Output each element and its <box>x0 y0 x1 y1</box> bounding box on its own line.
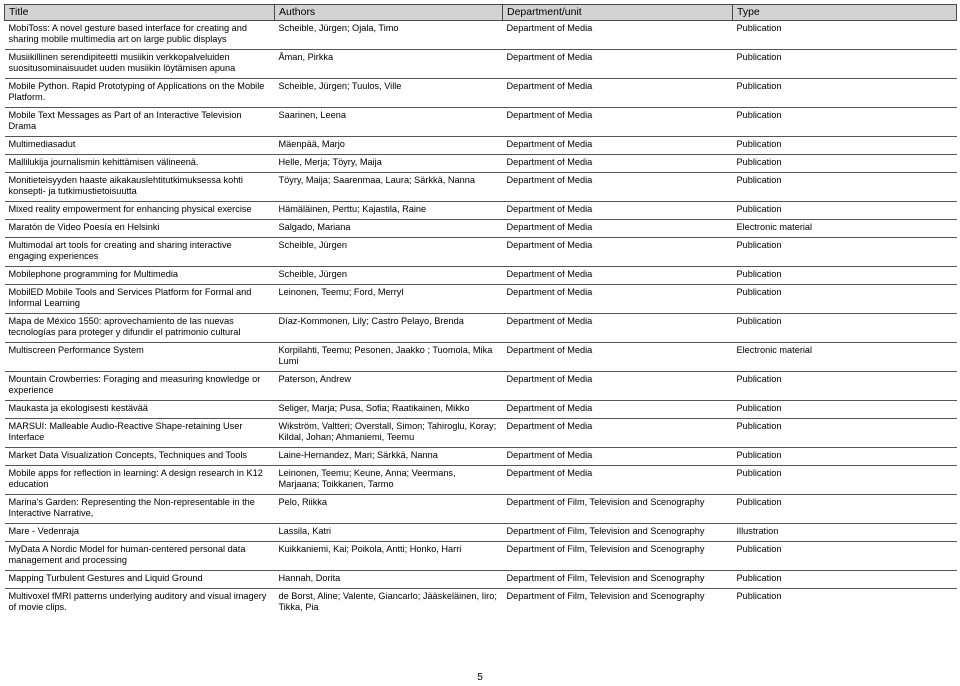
cell-title: Mare - Vedenraja <box>5 524 275 542</box>
cell-department: Department of Media <box>503 50 733 79</box>
cell-authors: Scheible, Jürgen; Tuulos, Ville <box>275 79 503 108</box>
cell-type: Electronic material <box>733 220 957 238</box>
cell-authors: de Borst, Aline; Valente, Giancarlo; Jääskeläinen, Iiro; Tikka, Pia <box>275 589 503 618</box>
cell-department: Department of Media <box>503 21 733 50</box>
cell-type: Publication <box>733 155 957 173</box>
table-row <box>5 401 957 419</box>
cell-department: Department of Media <box>503 448 733 466</box>
cell-department: Department of Media <box>503 79 733 108</box>
cell-type: Publication <box>733 79 957 108</box>
cell-authors: Saarinen, Leena <box>275 108 503 137</box>
cell-type: Publication <box>733 542 957 571</box>
cell-type: Publication <box>733 495 957 524</box>
table-row <box>5 21 957 50</box>
table-header-row <box>5 5 957 21</box>
column-header-authors: Authors <box>275 5 503 21</box>
cell-title: Mapping Turbulent Gestures and Liquid Ground <box>5 571 275 589</box>
cell-department: Department of Film, Television and Scenography <box>503 542 733 571</box>
cell-type: Publication <box>733 401 957 419</box>
table-row <box>5 108 957 137</box>
cell-authors: Mäenpää, Marjo <box>275 137 503 155</box>
table-row <box>5 542 957 571</box>
cell-department: Department of Media <box>503 285 733 314</box>
cell-title: MyData A Nordic Model for human-centered personal data management and processing <box>5 542 275 571</box>
publication-table-sheet <box>4 4 956 618</box>
table-row <box>5 267 957 285</box>
cell-title: Mobile apps for reflection in learning: A design research in K12 education <box>5 466 275 495</box>
cell-authors: Pelo, Riikka <box>275 495 503 524</box>
cell-type: Publication <box>733 589 957 618</box>
page-number: 5 <box>477 672 483 683</box>
table-row <box>5 50 957 79</box>
table-row <box>5 495 957 524</box>
table-row <box>5 571 957 589</box>
cell-title: Mixed reality empowerment for enhancing physical exercise <box>5 202 275 220</box>
cell-department: Department of Media <box>503 220 733 238</box>
cell-type: Publication <box>733 173 957 202</box>
cell-title: MobilED Mobile Tools and Services Platform for Formal and Informal Learning <box>5 285 275 314</box>
table-row <box>5 173 957 202</box>
table-row <box>5 372 957 401</box>
cell-type: Publication <box>733 419 957 448</box>
cell-authors: Leinonen, Teemu; Ford, Merryl <box>275 285 503 314</box>
cell-type: Publication <box>733 238 957 267</box>
cell-title: Mountain Crowberries: Foraging and measuring knowledge or experience <box>5 372 275 401</box>
cell-title: Marina's Garden: Representing the Non-representable in the Interactive Narrative, <box>5 495 275 524</box>
column-header-type: Type <box>733 5 957 21</box>
cell-authors: Lassila, Katri <box>275 524 503 542</box>
cell-authors: Scheible, Jürgen; Ojala, Timo <box>275 21 503 50</box>
table-row <box>5 524 957 542</box>
cell-title: Mallilukija journalismin kehittämisen välineenä. <box>5 155 275 173</box>
table-row <box>5 314 957 343</box>
cell-type: Publication <box>733 285 957 314</box>
table-row <box>5 419 957 448</box>
cell-department: Department of Media <box>503 401 733 419</box>
cell-department: Department of Media <box>503 267 733 285</box>
cell-department: Department of Media <box>503 155 733 173</box>
cell-type: Illustration <box>733 524 957 542</box>
table-row <box>5 137 957 155</box>
cell-authors: Töyry, Maija; Saarenmaa, Laura; Särkkä, Nanna <box>275 173 503 202</box>
cell-authors: Wikström, Valtteri; Overstall, Simon; Tahiroglu, Koray; Kildal, Johan; Ahmaniemi, Teemu <box>275 419 503 448</box>
cell-type: Publication <box>733 372 957 401</box>
cell-title: Mapa de México 1550: aprovechamiento de las nuevas tecnologías para proteger y difundir el patrimonio cultural <box>5 314 275 343</box>
cell-department: Department of Film, Television and Scenography <box>503 571 733 589</box>
cell-type: Publication <box>733 21 957 50</box>
column-header-title: Title <box>5 5 275 21</box>
cell-title: Market Data Visualization Concepts, Techniques and Tools <box>5 448 275 466</box>
cell-department: Department of Media <box>503 419 733 448</box>
cell-title: Mobile Text Messages as Part of an Interactive Television Drama <box>5 108 275 137</box>
cell-title: Monitieteisyyden haaste aikakauslehtitutkimuksessa kohti konsepti- ja tutkimustietoisuutta <box>5 173 275 202</box>
cell-title: Maukasta ja ekologisesti kestävää <box>5 401 275 419</box>
cell-title: Mobilephone programming for Multimedia <box>5 267 275 285</box>
cell-authors: Scheible, Jürgen <box>275 238 503 267</box>
cell-type: Publication <box>733 267 957 285</box>
cell-type: Publication <box>733 108 957 137</box>
cell-type: Electronic material <box>733 343 957 372</box>
cell-type: Publication <box>733 314 957 343</box>
table-row <box>5 343 957 372</box>
cell-title: MobiToss: A novel gesture based interface for creating and sharing mobile multimedia art on large public displays <box>5 21 275 50</box>
cell-title: Maratón de Video Poesía en Helsinki <box>5 220 275 238</box>
table-row <box>5 466 957 495</box>
cell-authors: Díaz-Kommonen, Lily; Castro Pelayo, Brenda <box>275 314 503 343</box>
cell-department: Department of Media <box>503 466 733 495</box>
cell-authors: Salgado, Mariana <box>275 220 503 238</box>
cell-authors: Korpilahti, Teemu; Pesonen, Jaakko ; Tuomola, Mika Lumi <box>275 343 503 372</box>
cell-department: Department of Film, Television and Scenography <box>503 495 733 524</box>
cell-department: Department of Media <box>503 372 733 401</box>
cell-authors: Laine-Hernandez, Mari; Särkkä, Nanna <box>275 448 503 466</box>
cell-department: Department of Media <box>503 343 733 372</box>
table-row <box>5 155 957 173</box>
cell-type: Publication <box>733 137 957 155</box>
publication-table <box>4 4 957 618</box>
table-row <box>5 285 957 314</box>
cell-title: MARSUI: Malleable Audio-Reactive Shape-retaining User Interface <box>5 419 275 448</box>
cell-title: Mobile Python. Rapid Prototyping of Applications on the Mobile Platform. <box>5 79 275 108</box>
table-row <box>5 79 957 108</box>
table-row <box>5 448 957 466</box>
cell-department: Department of Media <box>503 314 733 343</box>
cell-title: Multimodal art tools for creating and sharing interactive engaging experiences <box>5 238 275 267</box>
cell-department: Department of Film, Television and Scenography <box>503 524 733 542</box>
cell-authors: Kuikkaniemi, Kai; Poikola, Antti; Honko, Harri <box>275 542 503 571</box>
table-row <box>5 220 957 238</box>
cell-authors: Scheible, Jürgen <box>275 267 503 285</box>
cell-type: Publication <box>733 448 957 466</box>
cell-type: Publication <box>733 50 957 79</box>
cell-department: Department of Media <box>503 173 733 202</box>
table-row <box>5 202 957 220</box>
cell-department: Department of Media <box>503 108 733 137</box>
cell-title: Multiscreen Performance System <box>5 343 275 372</box>
column-header-department: Department/unit <box>503 5 733 21</box>
cell-type: Publication <box>733 466 957 495</box>
cell-type: Publication <box>733 571 957 589</box>
table-row <box>5 589 957 618</box>
cell-title: Multimediasadut <box>5 137 275 155</box>
cell-authors: Leinonen, Teemu; Keune, Anna; Veermans, Marjaana; Toikkanen, Tarmo <box>275 466 503 495</box>
cell-authors: Helle, Merja; Töyry, Maija <box>275 155 503 173</box>
cell-type: Publication <box>733 202 957 220</box>
cell-title: Multivoxel fMRI patterns underlying auditory and visual imagery of movie clips. <box>5 589 275 618</box>
cell-authors: Hämäläinen, Perttu; Kajastila, Raine <box>275 202 503 220</box>
cell-authors: Seliger, Marja; Pusa, Sofia; Raatikainen, Mikko <box>275 401 503 419</box>
cell-department: Department of Media <box>503 238 733 267</box>
cell-department: Department of Film, Television and Scenography <box>503 589 733 618</box>
cell-authors: Paterson, Andrew <box>275 372 503 401</box>
table-row <box>5 238 957 267</box>
cell-title: Musiikillinen serendipiteetti musiikin verkkopalveluiden suositusominaisuudet uuden musiikin löytämisen apuna <box>5 50 275 79</box>
cell-department: Department of Media <box>503 137 733 155</box>
cell-authors: Åman, Pirkka <box>275 50 503 79</box>
cell-department: Department of Media <box>503 202 733 220</box>
cell-authors: Hannah, Dorita <box>275 571 503 589</box>
table-body <box>5 21 957 618</box>
